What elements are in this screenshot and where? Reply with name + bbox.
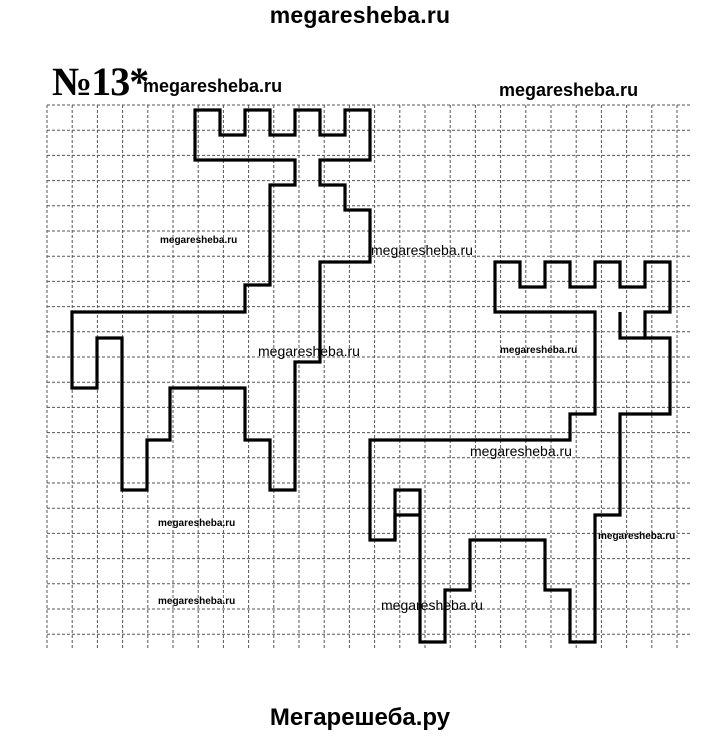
watermark-text: megaresheba.ru <box>499 80 639 100</box>
watermark-text: megaresheba.ru <box>158 596 236 607</box>
figure-left-castle-shape <box>72 110 370 490</box>
watermark-text: megaresheba.ru <box>598 531 676 542</box>
watermark-text: megaresheba.ru <box>160 235 238 246</box>
watermark-text: megaresheba.ru <box>158 518 236 529</box>
watermark-text: megaresheba.ru <box>258 343 360 359</box>
task-number: №13* <box>52 59 149 104</box>
watermark-text: megaresheba.ru <box>143 76 283 96</box>
watermark-text: megaresheba.ru <box>371 242 473 258</box>
watermark-text: megaresheba.ru <box>500 345 578 356</box>
watermark-text: megaresheba.ru <box>381 597 483 613</box>
figure-outlines <box>72 110 670 642</box>
site-header: megaresheba.ru <box>269 2 451 28</box>
watermark-text: megaresheba.ru <box>470 443 572 459</box>
site-footer: Мегарешеба.ру <box>269 704 451 731</box>
figure-right-notch <box>620 312 645 338</box>
